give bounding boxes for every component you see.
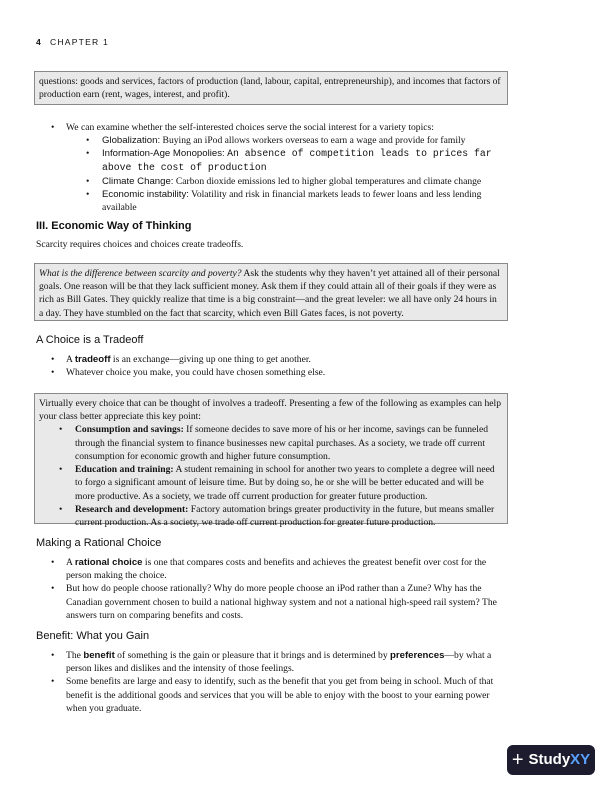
box3-item: • Research and development: Factory automation brings greater productivity in the future, but means smaller current production. As a society, we trade off current production for greater future production.	[39, 503, 503, 529]
list-item: • We can examine whether the self-interested choices serve the social interest for a variety topics: • Globalization: Buying an iPod allows workers overseas to earn a wage and provide for family • Information-Age Monopolies: An absence of competition leads to prices far above the cost of production • Climate Change: Carbon dioxide emissions led to higher global temperatures and climate change • Economic instability: Volatility and risk in financial markets leads to fewer loans and less lending available	[36, 121, 506, 214]
topics-list	[36, 121, 506, 214]
list-item: • A rational choice is one that compares costs and benefits and achieves the greatest benefit over cost for the person making the choice.	[36, 556, 506, 582]
section-intro: Scarcity requires choices and choices create tradeoffs.	[36, 239, 244, 250]
section-heading-economic-way: III. Economic Way of Thinking	[36, 220, 192, 232]
tradeoff-list	[36, 353, 506, 379]
benefit-list	[36, 649, 506, 715]
logo-text: StudyXY	[528, 750, 591, 768]
rational-list	[36, 556, 506, 622]
list-item: • The benefit of something is the gain or pleasure that it brings and is determined by preferences—by what a person likes and dislikes and the intensity of those feelings.	[36, 649, 506, 675]
box2-question: What is the difference between scarcity and poverty?	[39, 268, 242, 279]
teaching-note-box-2	[34, 263, 508, 321]
teaching-note-box-3	[34, 393, 508, 529]
topic-instability: • Economic instability: Volatility and risk in financial markets leads to fewer loans and less lending available	[84, 188, 506, 214]
studyxy-logo	[507, 745, 595, 775]
box3-item: • Consumption and savings: If someone decides to save more of his or her income, savings can be funneled through the financial system to finance businesses new capital purchases. As a society, we trade off current consumption for economic growth and higher future consumption.	[39, 423, 503, 463]
box2-text: What is the difference between scarcity and poverty? Ask the students why they haven’t yet attained all of their personal goals. One reason will be that they lack sufficient money. Ask them if they could attain all of their goals if they were as rich as Bill Gates. They quickly realize that time is a big constraint—and the great leveler: we all have only 24 hours in a day. They have stumbled on the fact that scarcity, which even Bill Gates faces, is not poverty.	[39, 268, 500, 319]
page-number: 4	[36, 37, 42, 47]
heading-tradeoff: A Choice is a Tradeoff	[36, 334, 144, 346]
box3-intro: Virtually every choice that can be thought of involves a tradeoff. Presenting a few of the following as examples can help your class better appreciate this key point:	[39, 398, 501, 423]
box3-item: • Education and training: A student remaining in school for another two years to complete a degree will need to forgo a significant amount of leisure time. But by doing so, he or she will be better educated and will be more productive. As a society, we trade off current production for greater future production.	[39, 463, 503, 503]
topic-globalization: • Globalization: Buying an iPod allows workers overseas to earn a wage and provide for family	[84, 134, 506, 147]
list-item: • Whatever choice you make, you could have chosen something else.	[36, 366, 506, 379]
plus-icon: +	[511, 749, 524, 771]
list-item: • A tradeoff is an exchange—giving up one thing to get another.	[36, 353, 506, 366]
teaching-note-box-1	[34, 71, 508, 105]
list-item: • Some benefits are large and easy to identify, such as the benefit that you get from being in school. Much of that benefit is the additional goods and services that you will be able to enjoy with the boost to your earning power when you graduate.	[36, 675, 506, 715]
chapter-label: CHAPTER 1	[49, 37, 110, 47]
list-item: • But how do people choose rationally? Why do more people choose an iPod rather than a Zune? Why has the Canadian government chosen to build a national highway system and not a national high-speed rail system? The answers turn on comparing benefits and costs.	[36, 582, 506, 622]
heading-rational-choice: Making a Rational Choice	[36, 537, 162, 549]
topic-climate: • Climate Change: Carbon dioxide emissions led to higher global temperatures and climate change	[84, 175, 506, 188]
topic-monopolies: • Information-Age Monopolies: An absence of competition leads to prices far above the cost of production	[84, 147, 506, 174]
heading-benefit: Benefit: What you Gain	[36, 630, 150, 642]
running-header	[36, 37, 109, 49]
box1-text: questions: goods and services, factors of production (land, labour, capital, entrepreneurship), and incomes that factors of production earn (rent, wages, interest, and profit).	[39, 76, 501, 101]
